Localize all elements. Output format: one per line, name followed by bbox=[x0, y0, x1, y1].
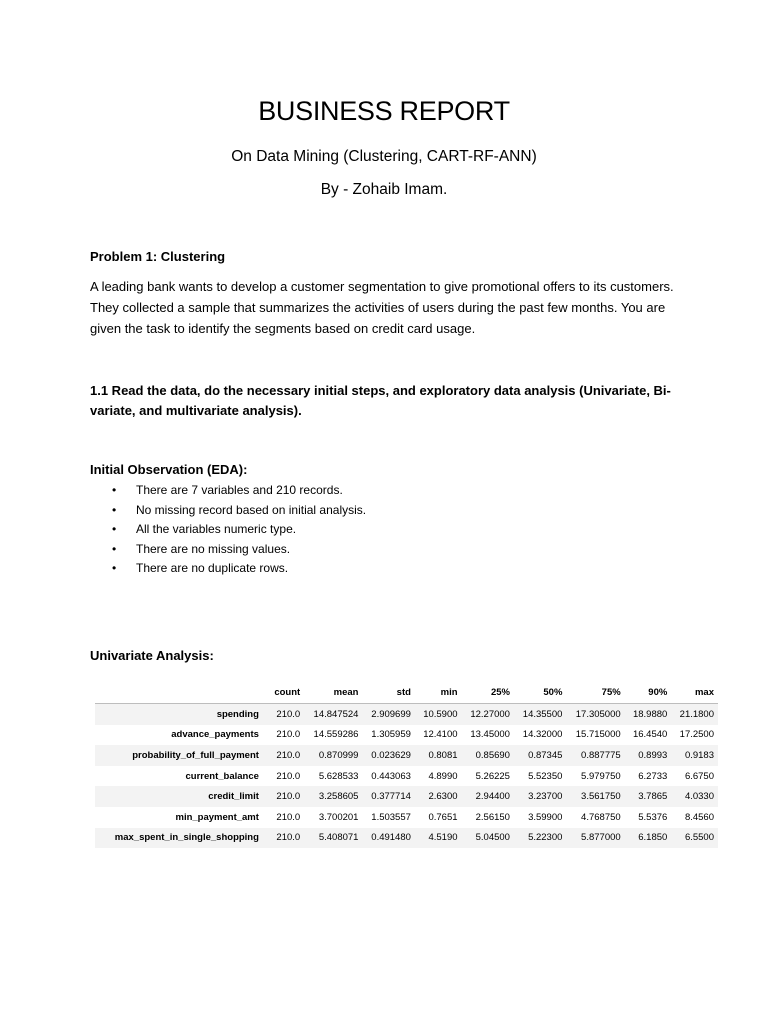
list-item bbox=[112, 540, 366, 560]
table-cell: 6.1850 bbox=[638, 832, 668, 844]
table-cell: 6.5500 bbox=[684, 832, 714, 844]
list-item-text: All the variables numeric type. bbox=[136, 522, 297, 537]
eda-heading-text: Initial Observation (EDA): bbox=[90, 462, 248, 477]
table-cell: 210.0 bbox=[276, 811, 301, 823]
table-cell: 4.5190 bbox=[428, 832, 458, 844]
problem-heading: Problem 1: Clustering bbox=[90, 249, 226, 264]
table-cell: 0.443063 bbox=[371, 770, 411, 782]
row-label: probability_of_full_payment bbox=[132, 749, 259, 761]
table-cell: 210.0 bbox=[276, 791, 301, 803]
table-cell: 2.6300 bbox=[428, 791, 458, 803]
table-cell: 1.305959 bbox=[371, 729, 411, 741]
table-cell: 15.715000 bbox=[575, 729, 621, 741]
table-cell: 0.87345 bbox=[528, 749, 563, 761]
table-row bbox=[95, 745, 718, 766]
list-item-text: There are no missing values. bbox=[136, 541, 291, 556]
table-row bbox=[95, 807, 718, 828]
table-row bbox=[95, 725, 718, 746]
bullet-icon: • bbox=[112, 541, 117, 556]
list-item bbox=[112, 520, 366, 540]
univariate-stats-table bbox=[95, 681, 718, 848]
row-label: credit_limit bbox=[208, 791, 259, 803]
univariate-heading: Univariate Analysis: bbox=[90, 648, 214, 663]
table-cell: 6.6750 bbox=[684, 770, 714, 782]
report-title: BUSINESS REPORT bbox=[258, 96, 510, 126]
row-label: min_payment_amt bbox=[175, 811, 259, 823]
table-cell: 8.4560 bbox=[684, 811, 714, 823]
column-header-index bbox=[95, 681, 267, 704]
table-cell: 2.56150 bbox=[475, 811, 510, 823]
table-cell: 5.04500 bbox=[475, 832, 510, 844]
table-row bbox=[95, 786, 718, 807]
table-cell: 16.4540 bbox=[632, 729, 668, 741]
table-cell: 14.35500 bbox=[522, 708, 563, 720]
row-label: spending bbox=[216, 708, 259, 720]
table-cell: 3.700201 bbox=[318, 811, 359, 823]
table-cell: 0.377714 bbox=[371, 791, 411, 803]
table-row bbox=[95, 828, 718, 849]
table-cell: 4.0330 bbox=[684, 791, 714, 803]
table-row bbox=[95, 704, 718, 725]
table-cell: 0.85690 bbox=[475, 749, 510, 761]
column-header-min: min bbox=[415, 681, 462, 704]
report-author: By - Zohaib Imam. bbox=[320, 181, 448, 198]
table-cell: 12.4100 bbox=[423, 729, 458, 741]
table-cell: 3.23700 bbox=[528, 791, 563, 803]
bullet-icon: • bbox=[112, 483, 117, 497]
column-header-50: 50% bbox=[514, 681, 566, 704]
table-cell: 18.9880 bbox=[632, 708, 668, 720]
table-cell: 0.8081 bbox=[428, 749, 458, 761]
column-header-max: max bbox=[671, 681, 718, 704]
table-cell: 0.491480 bbox=[371, 832, 411, 844]
table-cell: 1.503557 bbox=[371, 811, 411, 823]
table-cell: 5.22300 bbox=[528, 832, 563, 844]
table-cell: 6.2733 bbox=[638, 770, 668, 782]
table-cell: 0.870999 bbox=[318, 749, 359, 761]
row-label: current_balance bbox=[185, 770, 259, 782]
table-cell: 17.2500 bbox=[679, 729, 714, 741]
bullet-icon: • bbox=[112, 561, 117, 576]
table-cell: 0.887775 bbox=[581, 749, 621, 761]
table-cell: 210.0 bbox=[276, 729, 301, 741]
table-cell: 4.768750 bbox=[581, 811, 621, 823]
table-cell: 3.7865 bbox=[638, 791, 668, 803]
list-item-text: No missing record based on initial analysis. bbox=[136, 502, 367, 517]
list-item-text: There are 7 variables and 210 records. bbox=[136, 483, 343, 497]
table-cell: 3.59900 bbox=[528, 811, 563, 823]
column-header-mean: mean bbox=[304, 681, 362, 704]
table-cell: 5.5376 bbox=[638, 811, 668, 823]
problem-description: A leading bank wants to develop a customer segmentation to give promotional offers to its customers. They collected a sample that summarizes the activities of users during the past few months. You are given the task to identify the segments based on credit card usage. bbox=[90, 279, 674, 336]
table-header-row bbox=[95, 681, 718, 704]
row-label: advance_payments bbox=[171, 729, 259, 741]
table-cell: 3.561750 bbox=[581, 791, 621, 803]
table-cell: 5.408071 bbox=[318, 832, 359, 844]
row-label: max_spent_in_single_shopping bbox=[114, 832, 259, 844]
table-cell: 210.0 bbox=[276, 770, 301, 782]
table-cell: 13.45000 bbox=[470, 729, 510, 741]
table-cell: 2.94400 bbox=[475, 791, 510, 803]
table-cell: 5.877000 bbox=[581, 832, 621, 844]
bullet-icon: • bbox=[112, 502, 117, 517]
table-cell: 5.628533 bbox=[318, 770, 359, 782]
table-row bbox=[95, 766, 718, 787]
table-cell: 14.847524 bbox=[313, 708, 359, 720]
table-cell: 10.5900 bbox=[423, 708, 458, 720]
table-cell: 12.27000 bbox=[470, 708, 510, 720]
eda-observation-list bbox=[112, 481, 366, 579]
eda-heading bbox=[90, 462, 247, 477]
list-item-text: There are no duplicate rows. bbox=[136, 561, 289, 576]
table-cell: 4.8990 bbox=[428, 770, 458, 782]
table-cell: 210.0 bbox=[276, 749, 301, 761]
report-subtitle: On Data Mining (Clustering, CART-RF-ANN) bbox=[231, 148, 537, 165]
column-header-90: 90% bbox=[625, 681, 672, 704]
table-cell: 21.1800 bbox=[679, 708, 714, 720]
column-header-count: count bbox=[267, 681, 304, 704]
bullet-icon: • bbox=[112, 522, 117, 537]
table-cell: 14.559286 bbox=[313, 729, 359, 741]
table-cell: 0.023629 bbox=[371, 749, 411, 761]
table-cell: 5.52350 bbox=[528, 770, 563, 782]
question-heading: 1.1 Read the data, do the necessary initial steps, and exploratory data analysis (Univariate, Bi-variate, and multivariate analysis). bbox=[90, 383, 671, 418]
table-cell: 210.0 bbox=[276, 832, 301, 844]
list-item bbox=[112, 481, 366, 501]
column-header-75: 75% bbox=[566, 681, 624, 704]
table-cell: 0.8993 bbox=[638, 749, 668, 761]
list-item bbox=[112, 501, 366, 521]
table-cell: 0.9183 bbox=[684, 749, 714, 761]
column-header-std: std bbox=[362, 681, 414, 704]
table-cell: 14.32000 bbox=[522, 729, 563, 741]
table-cell: 5.979750 bbox=[581, 770, 621, 782]
list-item bbox=[112, 559, 366, 579]
table-cell: 3.258605 bbox=[318, 791, 359, 803]
column-header-25: 25% bbox=[462, 681, 514, 704]
table-cell: 0.7651 bbox=[428, 811, 458, 823]
table-cell: 2.909699 bbox=[371, 708, 411, 720]
table-cell: 17.305000 bbox=[575, 708, 621, 720]
table-cell: 210.0 bbox=[276, 708, 301, 720]
table-cell: 5.26225 bbox=[475, 770, 510, 782]
